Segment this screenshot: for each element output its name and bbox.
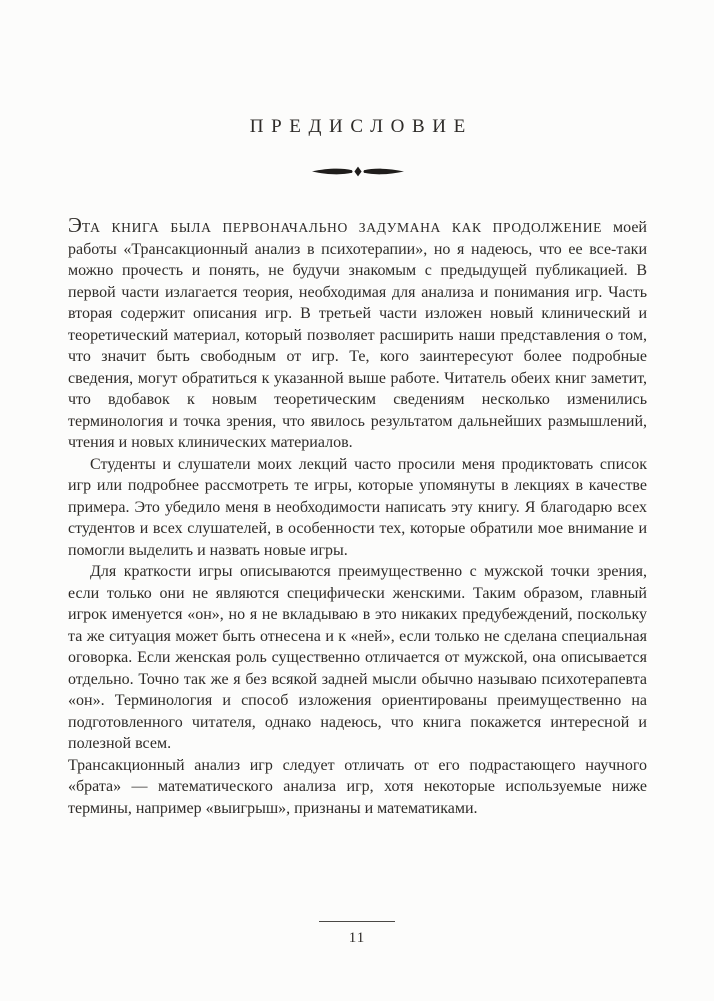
footer-rule — [319, 921, 395, 922]
opening-text: моей работы «Трансакционный анализ в психотерапии», но я надеюсь, что ее все-таки можно прочесть и понять, не будучи знакомым с предыдущей публикацией. В первой части излагается теория, необходимая для анализа и понимания игр. Часть вторая содержит описания игр. В третьей части изложен новый клинический и теоретический материал, который позволяет расширить наши представления о том, что значит быть свободным от игр. Те, кого заинтересуют более подробные сведения, могут обратиться к указанной выше работе. Читатель обеих книг заметит, что вдобавок к новым теоретическим сведениям несколько изменились терминология и точка зрения, что явилось результатом дальнейших размышлений, чтения и новых клинических материалов. — [68, 219, 647, 452]
paragraph: Для краткости игры описываются преимущественно с мужской точки зрения, если только они не являются специфически женскими. Таким образом, главный игрок именуется «он», но я не вкладываю в это никаких предубеждений, поскольку та же ситуация может быть отнесена и к «ней», если только не сделана специальная оговорка. Если женская роль существенно отличается от мужской, она описывается отдельно. Точно так же я без всякой задней мысли обычно называю психотерапевта «он». Терминология и способ изложения ориентированы преимущественно на подготовленного читателя, однако надеюсь, что книга покажется интересной и полезной всем. — [68, 563, 647, 753]
page-footer — [0, 921, 714, 947]
drop-initial: Э — [68, 213, 82, 237]
fleuron-divider-icon — [312, 165, 404, 178]
body-text — [68, 215, 647, 819]
ornament-divider — [68, 165, 647, 179]
opening-paragraph — [68, 215, 647, 454]
paragraph: Студенты и слушатели моих лекций часто просили меня продиктовать список игр или подробнее рассмотреть те игры, которые упомянуты в лекциях в качестве примера. Это убедило меня в необходимости написать эту книгу. Я благодарю всех студентов и всех слушателей, в особенности тех, которые обратили мое внимание и помогли выделить и назвать новые игры. — [68, 455, 647, 559]
page-number: 11 — [348, 930, 366, 946]
paragraph: Трансакционный анализ игр следует отличать от его подрастающего научного «брата» — математического анализа игр, хотя некоторые используемые ниже термины, например «выигрыш», признаны и математиками. — [68, 756, 647, 817]
lead-smallcaps: ТА КНИГА БЫЛА ПЕРВОНАЧАЛЬНО ЗАДУМАНА КАК ПРОДОЛЖЕНИЕ — [81, 220, 603, 235]
chapter-title: ПРЕДИСЛОВИЕ — [249, 116, 473, 137]
